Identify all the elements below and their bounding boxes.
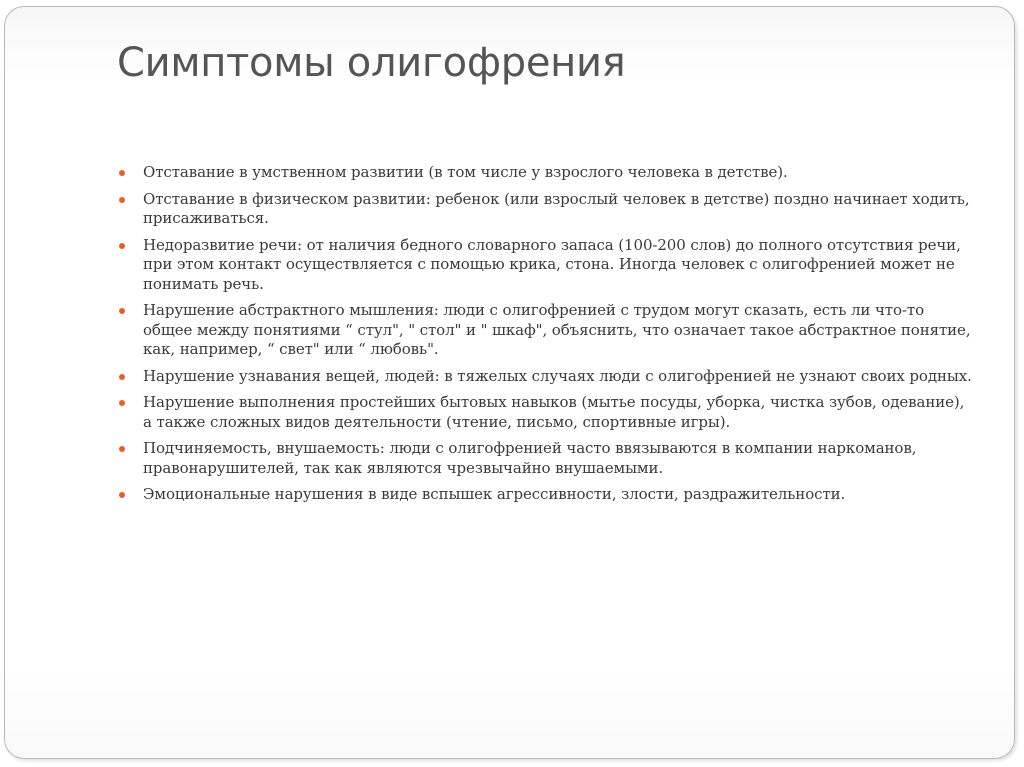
bullet-dot-icon [119, 308, 125, 314]
slide-title: Симптомы олигофрения [117, 40, 626, 86]
bullet-dot-icon [119, 170, 125, 176]
list-item-text: Нарушение выполнения простейших бытовых навыков (мытье посуды, уборка, чистка зубов, одевание), а также сложных видов деятельности (чтение, письмо, спортивные игры). [143, 393, 965, 431]
bullet-dot-icon [119, 197, 125, 203]
list-item-text: Эмоциональные нарушения в виде вспышек агрессивности, злости, раздражительности. [143, 485, 846, 503]
list-item [117, 367, 977, 387]
list-item [117, 393, 977, 432]
list-item [117, 236, 977, 295]
slide [4, 6, 1015, 759]
list-item-text: Нарушение абстрактного мышления: люди с олигофренией с трудом могут сказать, есть ли что-то общее между понятиями “ стул", " стол" и " шкаф", объяснить, что означает такое абстрактное понятие, как, например, “ свет" или “ любовь". [143, 301, 971, 358]
list-item-text: Нарушение узнавания вещей, людей: в тяжелых случаях люди с олигофренией не узнают своих родных. [143, 366, 972, 385]
list-item [117, 439, 977, 478]
bullet-dot-icon [119, 374, 125, 380]
list-item-text: Подчиняемость, внушаемость: люди с олигофренией часто ввязываются в компании наркоманов, правонарушителей, так как являются чрезвычайно внушаемыми. [143, 439, 917, 477]
list-item-text: Отставание в физическом развитии: ребенок (или взрослый человек в детстве) поздно начинает ходить, присаживаться. [143, 189, 970, 227]
list-item-text: Отставание в умственном развитии (в том числе у взрослого человека в детстве). [143, 163, 788, 181]
list-item [117, 190, 977, 229]
list-item [117, 485, 977, 505]
symptom-list [117, 163, 977, 512]
bullet-dot-icon [119, 243, 125, 249]
list-item [117, 301, 977, 360]
list-item [117, 163, 977, 183]
bullet-dot-icon [119, 446, 125, 452]
bullet-dot-icon [119, 492, 125, 498]
bullet-dot-icon [119, 400, 125, 406]
list-item-text: Недоразвитие речи: от наличия бедного словарного запаса (100-200 слов) до полного отсутствия речи, при этом контакт осуществляется с помощью крика, стона. Иногда человек с олигофренией может не понимать речь. [143, 235, 961, 293]
